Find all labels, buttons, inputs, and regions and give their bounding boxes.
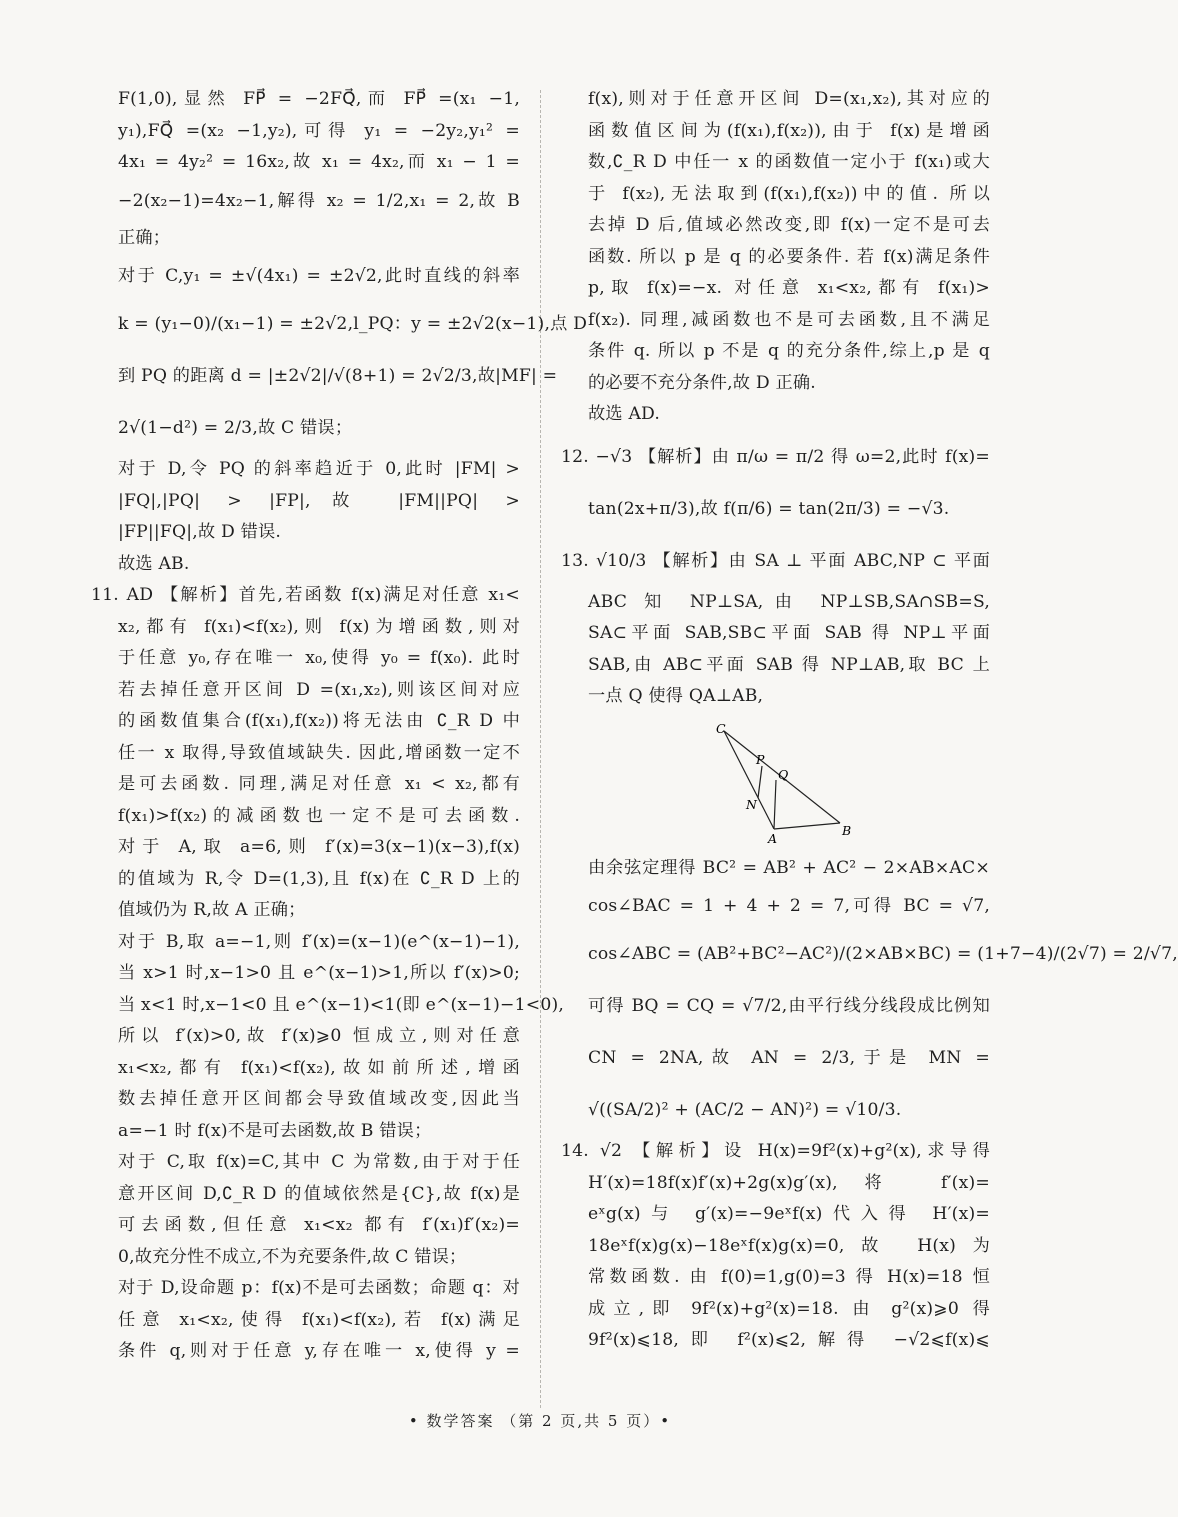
text-line: 函数值区间为(f(x₁),f(x₂)),由于 f(x)是增函 xyxy=(588,120,990,141)
text-line: 若去掉任意开区间 D =(x₁,x₂),则该区间对应 xyxy=(118,679,520,700)
text-line: 一点 Q 使得 QA⊥AB, xyxy=(588,686,764,706)
text-line: cos∠ABC = (AB²+BC²−AC²)/(2×AB×BC) = (1+7−4)/(2√7) = 2/√7, xyxy=(588,944,1178,964)
text-line: 当 x<1 时,x−1<0 且 e^(x−1)<1(即 e^(x−1)−1<0), xyxy=(118,994,565,1015)
text-line: 常数函数. 由 f(0)=1,g(0)=3 得 H(x)=18 恒 xyxy=(588,1267,990,1287)
segment-np xyxy=(758,766,762,798)
text-line: 值域仍为 R,故 A 正确； xyxy=(118,900,306,920)
label-n: N xyxy=(746,796,757,812)
text-line: 对于 D,设命题 p：f(x)不是可去函数；命题 q：对 xyxy=(118,1278,520,1298)
text-line: ABC 知 NP⊥SA,由 NP⊥SB,SA∩SB=S, xyxy=(588,591,990,612)
text-line: 18eˣf(x)g(x)−18eˣf(x)g(x)=0,故 H(x)为 xyxy=(588,1235,990,1256)
text-line: |FP||FQ|,故 D 错误. xyxy=(118,522,282,542)
text-line: 任一 x 取得,导致值域缺失. 因此,增函数一定不 xyxy=(118,742,520,763)
label-a: A xyxy=(768,830,778,846)
text-line: SA⊂平面 SAB,SB⊂平面 SAB 得 NP⊥平面 xyxy=(588,623,990,643)
text-line: 函数. 所以 p 是 q 的必要条件. 若 f(x)满足条件 xyxy=(588,246,990,267)
text-line: 可得 BQ = CQ = √7/2,由平行线分线段成比例知 xyxy=(588,996,990,1016)
text-line: H′(x)=18f(x)f′(x)+2g(x)g′(x),将 f′(x)= xyxy=(588,1172,990,1193)
segment-aq xyxy=(774,780,776,829)
text-line: tan(2x+π/3),故 f(π/6) = tan(2π/3) = −√3. xyxy=(588,498,950,519)
text-line: 对于 C,取 f(x)=C,其中 C 为常数,由于对于任 xyxy=(118,1152,520,1172)
text-line: 数去掉任意开区间都会导致值域改变,因此当 xyxy=(118,1089,520,1109)
text-line: |FQ|,|PQ| > |FP|,故 |FM||PQ| > xyxy=(118,490,520,511)
text-line: x₁<x₂,都有 f(x₁)<f(x₂),故如前所述,增函 xyxy=(118,1057,520,1078)
label-b: B xyxy=(842,822,852,838)
question-11-heading: 11. AD 【解析】首先,若函数 f(x)满足对任意 x₁< xyxy=(91,585,520,605)
text-line: 的函数值集合(f(x₁),f(x₂))将无法由 ∁_R D 中 xyxy=(118,711,520,731)
text-line: −2(x₂−1)=4x₂−1,解得 x₂ = 1/2,x₁ = 2,故 B xyxy=(118,190,520,211)
text-line: 的必要不充分条件,故 D 正确. xyxy=(588,372,816,393)
segment-ca xyxy=(724,731,774,829)
triangle-diagram xyxy=(708,719,858,847)
text-line: CN = 2NA,故 AN = 2/3,于是 MN = xyxy=(588,1048,990,1068)
text-line: y₁),FQ⃗ =(x₂ −1,y₂),可得 y₁ = −2y₂,y₁² = xyxy=(118,120,520,141)
text-line: 由余弦定理得 BC² = AB² + AC² − 2×AB×AC× xyxy=(588,857,990,878)
text-line: 0,故充分性不成立,不为充要条件,故 C 错误； xyxy=(118,1246,467,1267)
text-line: 于 f(x₂),无法取到(f(x₁),f(x₂))中的值. 所以 xyxy=(588,183,990,204)
text-line: 去掉 D 后,值域必然改变,即 f(x)一定不是可去 xyxy=(588,215,990,235)
text-line: 当 x>1 时,x−1>0 且 e^(x−1)>1,所以 f′(x)>0; xyxy=(118,963,520,983)
text-line: 故选 AB. xyxy=(118,553,190,574)
text-line: F(1,0),显然 FP⃗ = −2FQ⃗,而 FP⃗ =(x₁ −1, xyxy=(118,89,520,109)
text-line: f(x),则对于任意开区间 D=(x₁,x₂),其对应的 xyxy=(588,89,990,109)
label-q: Q xyxy=(778,766,789,782)
text-line: 对于 A,取 a=6,则 f′(x)=3(x−1)(x−3),f(x) xyxy=(118,837,520,857)
column-divider xyxy=(540,90,541,1408)
text-line: 对于 D,令 PQ 的斜率趋近于 0,此时 |FM| > xyxy=(118,459,520,479)
segment-ab xyxy=(774,823,840,829)
text-line: 成立,即 9f²(x)+g²(x)=18. 由 g²(x)⩾0 得 xyxy=(588,1298,990,1319)
text-line: eˣg(x)与 g′(x)=−9eˣf(x)代入得 H′(x)= xyxy=(588,1204,990,1224)
text-line: 所以 f′(x)>0,故 f′(x)⩾0 恒成立,则对任意 xyxy=(118,1026,520,1046)
question-12-heading: 12. −√3 【解析】由 π/ω = π/2 得 ω=2,此时 f(x)= xyxy=(561,446,990,467)
text-line: 条件 q. 所以 p 不是 q 的充分条件,综上,p 是 q xyxy=(588,341,990,361)
question-14-heading: 14. √2 【解析】设 H(x)=9f²(x)+g²(x),求导得 xyxy=(561,1141,990,1161)
text-line: 对于 B,取 a=−1,则 f′(x)=(x−1)(e^(x−1)−1), xyxy=(118,931,520,952)
right-column xyxy=(561,84,1178,1357)
text-line: 9f²(x)⩽18,即 f²(x)⩽2,解得 −√2⩽f(x)⩽ xyxy=(588,1330,990,1350)
label-p: P xyxy=(756,751,765,767)
text-line: 对于 C,y₁ = ±√(4x₁) = ±2√2,此时直线的斜率 xyxy=(118,266,520,286)
text-line: f(x₁)>f(x₂)的减函数也一定不是可去函数. xyxy=(118,805,520,826)
label-c: C xyxy=(716,720,726,736)
text-line: k = (y₁−0)/(x₁−1) = ±2√2,l_PQ：y = ±2√2(x−1),点 D xyxy=(118,314,588,334)
text-line: 到 PQ 的距离 d = |±2√2|/√(8+1) = 2√2/3,故|MF| = xyxy=(118,366,558,386)
page-footer: • 数学答案 （第 2 页,共 5 页）• xyxy=(408,1412,672,1430)
geometry-figure xyxy=(588,719,990,849)
text-line: 是可去函数. 同理,满足对任意 x₁ < x₂,都有 xyxy=(118,774,520,794)
text-line: 可去函数,但任意 x₁<x₂ 都有 f′(x₁)f′(x₂)= xyxy=(118,1215,520,1235)
text-line: SAB,由 AB⊂平面 SAB 得 NP⊥AB,取 BC 上 xyxy=(588,654,990,675)
text-line: 数,∁_R D 中任一 x 的函数值一定小于 f(x₁)或大 xyxy=(588,152,990,172)
text-line: 故选 AD. xyxy=(588,404,661,424)
text-line: 任意 x₁<x₂,使得 f(x₁)<f(x₂),若 f(x)满足 xyxy=(118,1309,520,1330)
text-line: 2√(1−d²) = 2/3,故 C 错误； xyxy=(118,418,353,438)
text-line: 意开区间 D,∁_R D 的值域依然是{C},故 f(x)是 xyxy=(118,1183,520,1204)
question-13-heading: 13. √10/3 【解析】由 SA ⊥ 平面 ABC,NP ⊂ 平面 xyxy=(561,550,990,571)
text-line: f(x₂). 同理,减函数也不是可去函数,且不满足 xyxy=(588,309,990,330)
text-line: cos∠BAC = 1 + 4 + 2 = 7,可得 BC = √7, xyxy=(588,896,990,916)
text-line: 的值域为 R,令 D=(1,3),且 f(x)在 ∁_R D 上的 xyxy=(118,868,520,889)
text-line: 4x₁ = 4y₂² = 16x₂,故 x₁ = 4x₂,而 x₁ − 1 = xyxy=(118,152,520,172)
text-line: 条件 q,则对于任意 y,存在唯一 x,使得 y = xyxy=(118,1341,520,1361)
text-line: p,取 f(x)=−x. 对任意 x₁<x₂,都有 f(x₁)> xyxy=(588,278,990,298)
text-line: x₂,都有 f(x₁)<f(x₂),则 f(x)为增函数,则对 xyxy=(118,616,520,637)
text-line: √((SA/2)² + (AC/2 − AN)²) = √10/3. xyxy=(588,1100,902,1120)
text-line: 正确； xyxy=(118,227,171,248)
text-line: 于任意 y₀,存在唯一 x₀,使得 y₀ = f(x₀). 此时 xyxy=(118,648,520,668)
text-line: a=−1 时 f(x)不是可去函数,故 B 错误； xyxy=(118,1120,432,1141)
left-column xyxy=(91,84,588,1368)
